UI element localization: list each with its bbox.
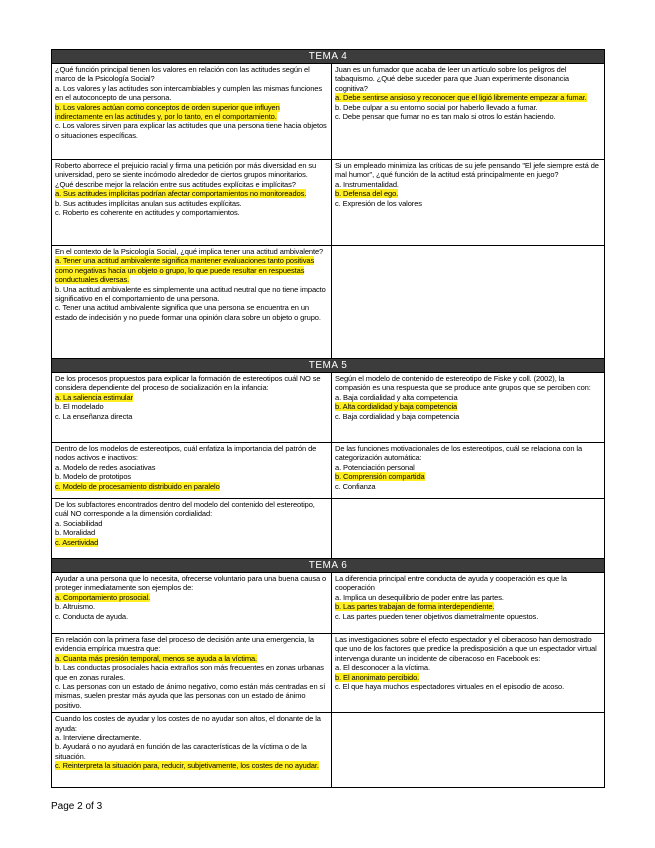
answer-option (335, 593, 601, 602)
question-row (52, 573, 605, 634)
question-cell (52, 499, 332, 559)
answer-option (335, 682, 601, 691)
answer-option-text: a. Implica un desequilibrio de poder entre las partes. (335, 592, 504, 602)
answer-option-highlighted (335, 602, 601, 611)
answer-option-highlighted (55, 393, 328, 402)
answer-option-text: a. Interviene directamente. (55, 733, 142, 743)
answer-option-text: c. Tener una actitud ambivalente significa que una persona se encuentra en un estado de indecisión y no puede formar una opinión clara sobre un objeto o grupo. (55, 303, 321, 322)
question-row (52, 160, 605, 246)
answer-option-highlighted (55, 761, 328, 770)
question-text: ¿Qué función principal tienen los valores en relación con las actitudes según el marco de la Psicología Social? (55, 65, 310, 84)
answer-option-text: c. Las personas con un estado de ánimo negativo, como están más centradas en sí mismas, suelen prestar más ayuda que las personas con un estado de ánimo positivo. (55, 682, 326, 710)
answer-option-text: c. Expresión de los valores (335, 198, 422, 208)
answer-option (55, 199, 328, 208)
answer-option-text: b. Las partes trabajan de forma interdependiente. (335, 602, 495, 612)
quiz-table (51, 49, 605, 788)
question-row (52, 64, 605, 160)
answer-option-text: b. Modelo de prototipos (55, 472, 132, 482)
answer-option-text: b. Comprensión compartida (335, 472, 425, 482)
question-text: De los subfactores encontrados dentro del modelo del contenido del estereotipo, cuál NO corresponde a la dimensión cordialidad: (55, 500, 315, 519)
answer-option-text: a. Los valores y las actitudes son intercambiables y cumplen las mismas funciones en el autoconcepto de una persona. (55, 83, 323, 103)
answer-option (335, 482, 601, 491)
topic-title: TEMA 5 (52, 359, 605, 373)
answer-option-text: a. Sociabilidad (55, 518, 103, 528)
question-row (52, 443, 605, 499)
answer-option-highlighted (55, 654, 328, 663)
answer-option (55, 285, 328, 304)
answer-option-text: b. El anonimato percibido. (335, 672, 420, 682)
answer-option-highlighted (335, 472, 601, 481)
answer-option (335, 112, 601, 121)
page-number: Page 2 of 3 (51, 801, 103, 812)
question-cell (332, 160, 605, 246)
answer-option-text: a. Comportamiento prosocial. (55, 592, 151, 602)
empty-cell (332, 499, 605, 559)
answer-option (335, 663, 601, 672)
question-text: Las investigaciones sobre el efecto espectador y el ciberacoso han demostrado que uno de los factores que predice la predisposición a que un espectador virtual intervenga durante un incidente de ciberacoso en Facebook es: (335, 635, 597, 663)
answer-option-text: a. El desconocer a la víctima. (335, 663, 430, 673)
question-cell (332, 64, 605, 160)
topic-header-row (52, 50, 605, 64)
question-cell (332, 573, 605, 634)
question-cell (52, 64, 332, 160)
answer-option-text: a. Debe sentirse ansioso y reconocer que el ligió libremente empezar a fumar. (335, 93, 587, 103)
question-cell (52, 160, 332, 246)
question-cell (52, 246, 332, 359)
question-text: Juan es un fumador que acaba de leer un artículo sobre los peligros del tabaquismo. ¿Qué debe suceder para que Juan experimente disonancia cognitiva? (335, 65, 569, 93)
answer-option (335, 612, 601, 621)
answer-option-text: c. Los valores sirven para explicar las actitudes que una persona tiene hacia objetos o situaciones específicas. (55, 121, 327, 140)
question-cell (332, 443, 605, 499)
answer-option-text: c. Baja cordialidad y baja competencia (335, 411, 460, 421)
question-text: La diferencia principal entre conducta de ayuda y cooperación es que la cooperación (335, 574, 567, 593)
answer-option (55, 402, 328, 411)
answer-option (335, 103, 601, 112)
answer-option (335, 393, 601, 402)
answer-option (55, 663, 328, 682)
topic-title: TEMA 4 (52, 50, 605, 64)
answer-option-highlighted (335, 93, 601, 102)
answer-option-text: b. Los valores actúan como conceptos de orden superior que influyen indirectamente en las actitudes y, por lo tanto, en el comportamiento. (55, 102, 280, 122)
question-text: De los procesos propuestos para explicar la formación de estereotipos cuál NO se considera dependiente del proceso de socialización en la infancia: (55, 374, 321, 393)
answer-option-text: b. Las conductas prosociales hacia extraños son más frecuentes en zonas urbanas que en zonas rurales. (55, 663, 324, 682)
answer-option (55, 412, 328, 421)
question-row (52, 373, 605, 443)
answer-option-highlighted (55, 482, 328, 491)
answer-option (55, 463, 328, 472)
answer-option-text: a. Cuanta más presión temporal, menos se ayuda a la víctima. (55, 653, 258, 663)
answer-option-text: c. Asertividad (55, 537, 99, 547)
answer-option (335, 199, 601, 208)
answer-option-text: b. Altruismo. (55, 602, 95, 612)
answer-option-text: b. Debe culpar a su entorno social por haberlo llevado a fumar. (335, 102, 538, 112)
question-text: De las funciones motivacionales de los estereotipos, cuál se relaciona con la categorización automática: (335, 444, 583, 463)
question-text: Si un empleado minimiza las críticas de su jefe pensando "El jefe siempre está de mal humor", ¿qué función de la actitud está principalmente en juego? (335, 161, 599, 180)
answer-option-highlighted (55, 189, 328, 198)
answer-option-text: a. Sus actitudes implícitas podrían afectar comportamientos no monitoreados. (55, 189, 307, 199)
answer-option (55, 303, 328, 322)
answer-option-text: a. Baja cordialidad y alta competencia (335, 392, 458, 402)
question-cell (52, 713, 332, 788)
answer-option-highlighted (55, 593, 328, 602)
answer-option-highlighted (335, 189, 601, 198)
question-cell (52, 634, 332, 713)
answer-option-text: b. Una actitud ambivalente es simplemente una actitud neutral que no tiene impacto significativo en el comportamiento de una persona. (55, 284, 326, 304)
question-cell (52, 373, 332, 443)
answer-option (55, 472, 328, 481)
empty-cell (332, 713, 605, 788)
question-text: Cuando los costes de ayudar y los costes de no ayudar son altos, el donante de la ayuda: (55, 714, 321, 733)
answer-option (55, 742, 328, 761)
question-cell (52, 443, 332, 499)
answer-option-text: b. El modelado (55, 402, 104, 412)
question-row (52, 634, 605, 713)
answer-option (55, 682, 328, 710)
question-text: En relación con la primera fase del proceso de decisión ante una emergencia, la evidencia empírica muestra que: (55, 635, 314, 654)
answer-option-text: c. Confianza (335, 481, 376, 491)
topic-header-row (52, 559, 605, 573)
answer-option-text: b. Defensa del ego. (335, 189, 399, 199)
question-row (52, 499, 605, 559)
answer-option (55, 121, 328, 140)
answer-option (55, 733, 328, 742)
question-cell (332, 373, 605, 443)
question-row (52, 713, 605, 788)
answer-option (335, 463, 601, 472)
answer-option-text: a. Potenciación personal (335, 462, 415, 472)
answer-option-text: b. Alta cordialidad y baja competencia (335, 402, 458, 412)
question-text: Según el modelo de contenido de estereotipo de Fiske y coll. (2002), la compasión es una respuesta que se produce ante grupos que se perciben con: (335, 374, 591, 393)
answer-option-text: a. Tener una actitud ambivalente significa mantener evaluaciones tanto positivas como negativas hacia un objeto o grupo, lo que puede resultar en respuestas conductuales diversas. (55, 256, 315, 285)
empty-cell (332, 246, 605, 359)
answer-option-text: c. Reinterpreta la situación para, reducir, subjetivamente, los costes de no ayudar. (55, 761, 319, 771)
answer-option-text: c. Roberto es coherente en actitudes y comportamientos. (55, 208, 240, 218)
answer-option-highlighted (55, 103, 328, 122)
answer-option (55, 528, 328, 537)
answer-option-text: a. Instrumentalidad. (335, 179, 399, 189)
question-row (52, 246, 605, 359)
question-text: Ayudar a una persona que lo necesita, ofrecerse voluntario para una buena causa o proteger inmediatamente son ejemplos de: (55, 574, 327, 593)
answer-option (55, 84, 328, 103)
answer-option-text: a. Modelo de redes asociativas (55, 462, 156, 472)
answer-option (55, 602, 328, 611)
question-cell (52, 573, 332, 634)
answer-option-highlighted (335, 673, 601, 682)
answer-option (335, 412, 601, 421)
answer-option-highlighted (55, 256, 328, 284)
answer-option-text: a. La saliencia estimular (55, 392, 133, 402)
answer-option-text: c. El que haya muchos espectadores virtuales en el episodio de acoso. (335, 682, 565, 692)
answer-option-text: c. Debe pensar que fumar no es tan malo si otros lo están haciendo. (335, 112, 556, 122)
question-text: Roberto aborrece el prejuicio racial y firma una petición por más diversidad en su universidad, pero se siente incómodo alrededor de ciertos grupos minoritarios. ¿Qué describe mejor la relación entre sus actitudes explícitas e implícitas? (55, 161, 317, 189)
answer-option (335, 180, 601, 189)
answer-option-text: b. Moralidad (55, 528, 96, 538)
answer-option-text: b. Sus actitudes implícitas anulan sus actitudes explícitas. (55, 198, 242, 208)
answer-option-highlighted (335, 402, 601, 411)
topic-title: TEMA 6 (52, 559, 605, 573)
answer-option-text: c. La enseñanza directa (55, 411, 133, 421)
answer-option (55, 519, 328, 528)
question-text: En el contexto de la Psicología Social, ¿qué implica tener una actitud ambivalente? (55, 247, 324, 256)
answer-option-highlighted (55, 538, 328, 547)
question-text: Dentro de los modelos de estereotipos, cuál enfatiza la importancia del patrón de nodos activos e inactivos: (55, 444, 317, 463)
answer-option (55, 208, 328, 217)
answer-option-text: c. Modelo de procesamiento distribuido en paralelo (55, 481, 220, 491)
answer-option (55, 612, 328, 621)
answer-option-text: c. Conducta de ayuda. (55, 611, 128, 621)
question-cell (332, 634, 605, 713)
topic-header-row (52, 359, 605, 373)
answer-option-text: b. Ayudará o no ayudará en función de las características de la víctima o de la situación. (55, 742, 307, 761)
answer-option-text: c. Las partes pueden tener objetivos diametralmente opuestos. (335, 611, 539, 621)
